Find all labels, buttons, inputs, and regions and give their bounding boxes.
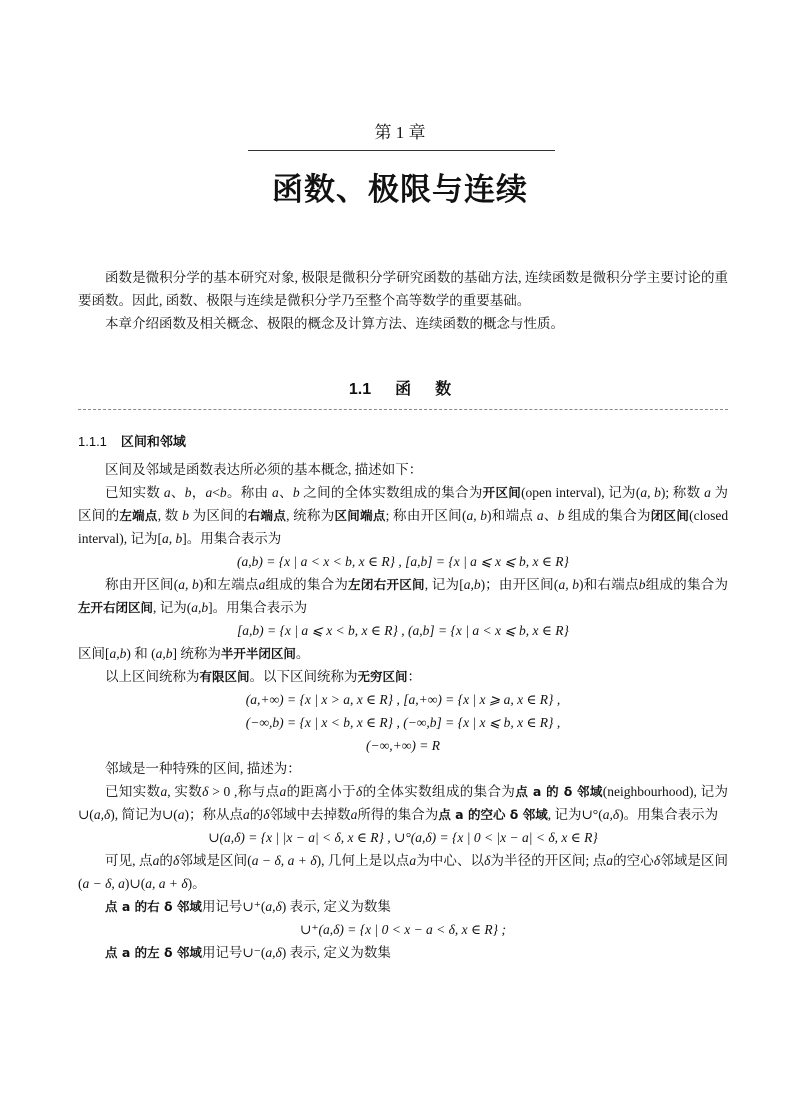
math-symbol: b xyxy=(184,485,192,500)
bold-term: 闭区间 xyxy=(650,508,690,523)
formula xyxy=(78,711,728,734)
math-symbol: δ xyxy=(355,784,363,799)
text-run: 。称由 xyxy=(226,485,273,500)
text-run: )；由开区间( xyxy=(480,577,559,592)
math-symbol: b xyxy=(182,508,189,523)
math-symbol: a,b xyxy=(109,646,127,661)
text-run: ] 统称为 xyxy=(172,646,221,661)
paragraph xyxy=(78,481,728,550)
text-run: (−∞,+∞) = R xyxy=(366,738,440,753)
text-run: 、 xyxy=(278,485,293,500)
text-run: (−∞,b) = {x | x < b, x ∈ R} , (−∞,b] = {x | x ⩽ b, x ∈ R} , xyxy=(245,715,561,730)
bold-term: 开区间 xyxy=(482,485,522,500)
math-symbol: a xyxy=(272,485,279,500)
math-symbol: a, b xyxy=(558,577,579,592)
text-run: , 实数 xyxy=(167,784,203,799)
text-run: (a,b) = {x | a < x < b, x ∈ R} , [a,b] = {x | a ⩽ x ⩽ b, x ∈ R} xyxy=(237,554,569,569)
formula xyxy=(78,619,728,642)
math-symbol: a xyxy=(177,807,185,822)
math-symbol: a,b xyxy=(463,577,481,592)
math-symbol: a xyxy=(409,853,417,868)
text-run: ∪(a,δ) = {x | |x − a| < δ, x ∈ R} , ∪°(a,δ) = {x | 0 < |x − a| < δ, x ∈ R} xyxy=(208,830,598,845)
text-run: )∪( xyxy=(124,876,146,891)
text-run: 区间[ xyxy=(78,646,110,661)
formula xyxy=(78,918,728,941)
bold-term: 左端点 xyxy=(119,508,158,523)
text-run: 邻域是区间( xyxy=(78,853,729,891)
text-run: [a,b) = {x | a ⩽ x < b, x ∈ R} , (a,b] = {x | a < x ⩽ b, x ∈ R} xyxy=(237,623,569,638)
formula xyxy=(78,550,728,573)
text-run: ); 称数 xyxy=(660,485,705,500)
text-run: 的空心 xyxy=(613,853,654,868)
intro-paragraph xyxy=(78,266,728,312)
math-symbol: a,δ xyxy=(265,945,282,960)
text-run: 以上区间统称为 xyxy=(105,669,200,684)
math-symbol: a, b xyxy=(161,531,183,546)
text-run: 组成的集合为 xyxy=(564,508,651,523)
math-symbol: a xyxy=(152,853,160,868)
text-run: , 记为( xyxy=(153,600,192,615)
bold-term: 点 a 的空心 δ 邻域 xyxy=(438,807,548,822)
text-run: 。 xyxy=(295,646,310,661)
paragraph xyxy=(78,757,728,780)
math-symbol: δ xyxy=(172,853,180,868)
text-run: 邻域中去掉数 xyxy=(269,807,351,822)
paragraph xyxy=(78,665,728,688)
math-symbol: a xyxy=(205,485,213,500)
formula xyxy=(78,734,728,757)
text-run: 的 xyxy=(159,853,173,868)
text-run: , 统称为 xyxy=(286,508,335,523)
text-run: ) 和 ( xyxy=(126,646,156,661)
paragraph xyxy=(78,458,728,481)
math-symbol: δ xyxy=(653,853,661,868)
formula xyxy=(78,826,728,849)
bold-term: 右端点 xyxy=(247,508,287,523)
text-run: )和左端点 xyxy=(198,577,259,592)
text-run: < xyxy=(212,485,220,500)
text-run: ) 表示, 定义为数集 xyxy=(281,945,391,960)
bold-term: 点 a 的右 δ 邻域 xyxy=(105,899,202,914)
section-heading xyxy=(0,376,800,399)
math-symbol: a,δ xyxy=(93,807,111,822)
math-symbol: a xyxy=(536,508,544,523)
bold-term: 区间端点 xyxy=(334,508,386,523)
text-run: 、 xyxy=(170,485,185,500)
math-symbol: a, b xyxy=(466,508,488,523)
text-run: )和右端点 xyxy=(578,577,639,592)
math-symbol: a xyxy=(160,784,168,799)
bold-term: 半开半闭区间 xyxy=(220,646,296,661)
text-run: 。以下区间统称为 xyxy=(249,669,358,684)
text-run: 称由开区间( xyxy=(105,577,179,592)
text-run: 邻域是一种特殊的区间, 描述为： xyxy=(105,761,301,776)
text-run: ∪⁺(a,δ) = {x | 0 < x − a < δ, x ∈ R} ; xyxy=(300,922,506,937)
body-text xyxy=(78,458,728,964)
math-symbol: a, b xyxy=(178,577,199,592)
bold-term: 有限区间 xyxy=(199,669,250,684)
chapter-divider xyxy=(248,150,555,151)
chapter-title: 函数、极限与连续 xyxy=(272,172,528,208)
text-run: , 数 xyxy=(157,508,183,523)
subsection-title: 区间和邻域 xyxy=(120,434,186,449)
bold-term: 无穷区间 xyxy=(357,669,408,684)
math-symbol: a xyxy=(350,807,358,822)
text-run: 本章介绍函数及相关概念、极限的概念及计算方法、连续函数的概念与性质。 xyxy=(105,316,564,331)
bold-term: 左闭右开区间 xyxy=(348,577,425,592)
text-run: 的距离小于 xyxy=(286,784,356,799)
text-run: ： xyxy=(407,669,422,684)
section-title-part: 数 xyxy=(435,381,452,398)
text-run: 用记号∪⁺( xyxy=(201,899,266,914)
paragraph xyxy=(78,941,728,964)
text-run: 已知实数 xyxy=(105,485,164,500)
text-run: )。用集合表示为 xyxy=(619,807,719,822)
text-run: 、 xyxy=(543,508,558,523)
math-symbol: a xyxy=(606,853,614,868)
text-run: 组成的集合为 xyxy=(645,577,729,592)
chapter-label: 第 1 章 xyxy=(374,123,426,142)
section-title-part: 函 xyxy=(395,381,412,398)
text-run: 之间的全体实数组成的集合为 xyxy=(299,485,483,500)
intro-text xyxy=(78,266,728,335)
text-run: ]。用集合表示为 xyxy=(182,531,282,546)
text-run: ), 简记为∪( xyxy=(110,807,178,822)
text-run: 邻域是区间( xyxy=(179,853,252,868)
math-symbol: b xyxy=(638,577,646,592)
text-run: (a,+∞) = {x | x > a, x ∈ R} , [a,+∞) = {x | x ⩾ a, x ∈ R} , xyxy=(245,692,561,707)
intro-paragraph xyxy=(78,312,728,335)
text-run: , 记为[ xyxy=(424,577,464,592)
text-run: 可见, 点 xyxy=(105,853,153,868)
text-run: (neighbourhood), 记为∪( xyxy=(78,784,729,822)
paragraph xyxy=(78,573,728,619)
paragraph xyxy=(78,780,728,826)
math-symbol: b xyxy=(292,485,300,500)
text-run: 为区间的 xyxy=(78,485,728,523)
math-symbol: δ xyxy=(202,784,209,799)
text-run: 用记号∪⁻( xyxy=(201,945,266,960)
text-run: 已知实数 xyxy=(105,784,161,799)
text-run: 组成的集合为 xyxy=(265,577,349,592)
bold-term: 点 a 的 δ 邻域 xyxy=(515,784,603,799)
math-symbol: a xyxy=(243,807,250,822)
text-run: ) 表示, 定义为数集 xyxy=(281,899,391,914)
text-run: 为中心、以 xyxy=(416,853,485,868)
paragraph xyxy=(78,895,728,918)
paragraph xyxy=(78,642,728,665)
bold-term: 点 a 的左 δ 邻域 xyxy=(105,945,202,960)
math-symbol: δ xyxy=(263,807,270,822)
text-run: , 记为∪°( xyxy=(547,807,603,822)
text-run: 的 xyxy=(249,807,264,822)
subsection-number: 1.1.1 xyxy=(78,434,107,449)
text-run: )；称从点 xyxy=(184,807,244,822)
math-symbol: a − δ, a xyxy=(82,876,125,891)
formula xyxy=(78,688,728,711)
text-run: 函数是微积分学的基本研究对象, 极限是微积分学研究函数的基础方法, 连续函数是微积分学主要讨论的重要函数。因此, 函数、极限与连续是微积分学乃至整个高等数学的重要基础。 xyxy=(78,270,728,308)
text-run: ， xyxy=(191,485,206,500)
text-run: 所得的集合为 xyxy=(357,807,439,822)
math-symbol: a, a + δ xyxy=(145,876,188,891)
text-run: )和端点 xyxy=(487,508,537,523)
text-run: ; 称由开区间( xyxy=(385,508,467,523)
text-run: > 0 ,称与点 xyxy=(208,784,280,799)
text-run: 为半径的开区间; 点 xyxy=(490,853,607,868)
math-symbol: a xyxy=(163,485,171,500)
math-symbol: a,δ xyxy=(265,899,282,914)
math-symbol: a xyxy=(704,485,711,500)
text-run: 的全体实数组成的集合为 xyxy=(362,784,516,799)
math-symbol: a xyxy=(258,577,266,592)
text-run: ]。用集合表示为 xyxy=(208,600,308,615)
math-symbol: b xyxy=(557,508,565,523)
math-symbol: a,δ xyxy=(602,807,620,822)
text-run: ), 几何上是以点 xyxy=(316,853,410,868)
text-run: (closed interval), 记为[ xyxy=(78,508,729,546)
text-run: 区间及邻域是函数表达所必须的基本概念, 描述如下： xyxy=(105,462,423,477)
math-symbol: a,b xyxy=(155,646,173,661)
math-symbol: a xyxy=(279,784,287,799)
math-symbol: δ xyxy=(484,853,491,868)
section-divider xyxy=(78,409,728,410)
section-number: 1.1 xyxy=(348,381,372,398)
text-run: 为区间的 xyxy=(188,508,248,523)
math-symbol: b xyxy=(219,485,227,500)
bold-term: 左开右闭区间 xyxy=(78,600,154,615)
text-run: (open interval), 记为( xyxy=(521,485,641,500)
text-run: )。 xyxy=(187,876,206,891)
math-symbol: a − δ, a + δ xyxy=(251,853,317,868)
math-symbol: a, b xyxy=(640,485,661,500)
math-symbol: a,b xyxy=(191,600,209,615)
paragraph xyxy=(78,849,728,895)
subsection-heading xyxy=(78,431,186,450)
